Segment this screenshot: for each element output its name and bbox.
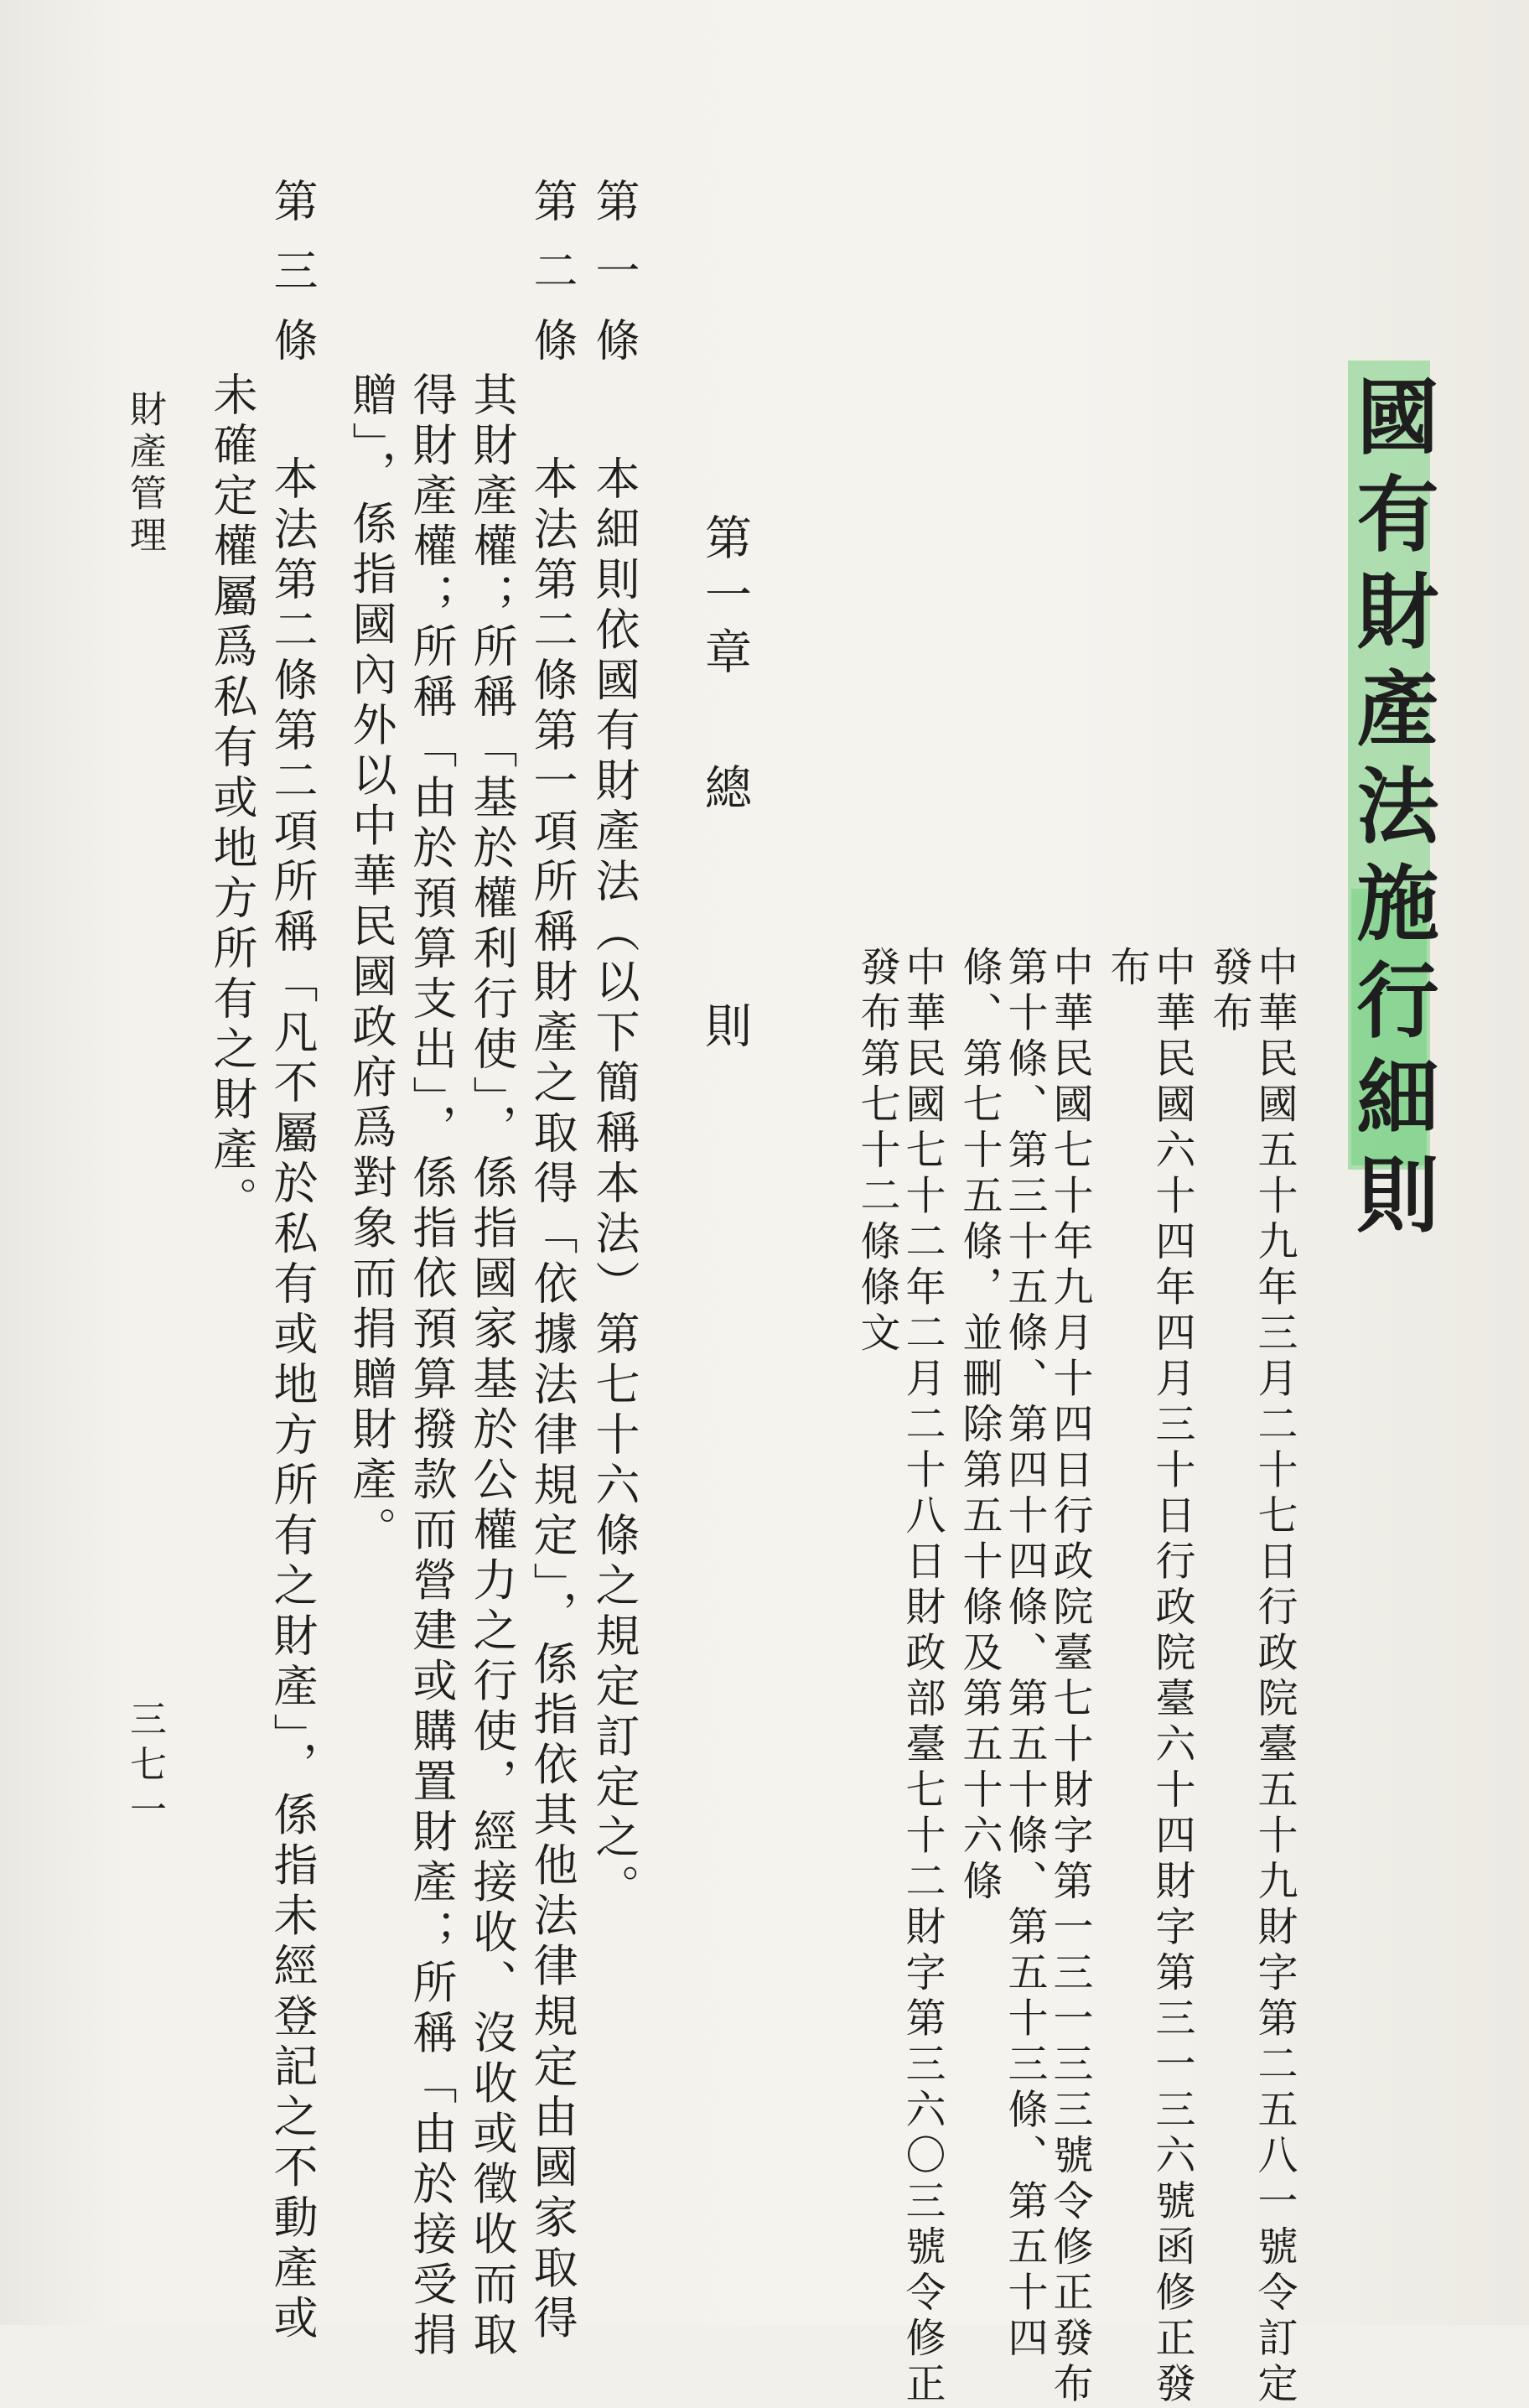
chapter-title-2: 則 xyxy=(697,1001,752,1048)
article-text: 本細則依國有財產法（以下簡稱本法）第七十六條之規定訂定之。 xyxy=(588,455,640,1914)
chapter-title: 總 xyxy=(697,763,752,810)
article-text: 贈」，係指國內外以中華民國政府爲對象而捐贈財產。 xyxy=(345,371,397,1557)
promulgation-line: 發布 xyxy=(1205,946,1252,1037)
article-label: 第三條 xyxy=(267,178,318,387)
promulgation-line: 中華民國五十九年三月二十七日行政院臺五十九財字第二五八一號令訂定 xyxy=(1251,946,1298,2408)
promulgation-line: 條、第七十五條，並刪除第五十條及第五十六條 xyxy=(956,946,1003,1906)
promulgation-line: 第十條、第三十五條、第四十四條、第五十條、第五十三條、第五十四 xyxy=(1001,946,1048,2363)
article-text: 得財產權；所稱「由於預算支出」，係指依預算撥款而營建或購置財產；所稱「由於接受捐 xyxy=(406,371,457,2362)
article-text: 其財產權；所稱「基於權利行使」，係指國家基於公權力之行使，經接收、沒收或徵收而取 xyxy=(466,371,517,2362)
page-number: 三七一 xyxy=(123,1700,166,1835)
running-footer: 財產管理 xyxy=(123,390,166,558)
article-label: 第一條 xyxy=(588,178,640,387)
promulgation-line: 發布第七十二條條文 xyxy=(853,946,900,1357)
promulgation-line: 中華民國六十四年四月三十日行政院臺六十四財字第三一三六號函修正發 xyxy=(1148,946,1195,2408)
chapter-heading: 第一章 xyxy=(697,513,752,684)
article-text: 本法第二條第一項所稱財產之取得「依據法律規定」，係指依其他法律規定由國家取得 xyxy=(526,455,578,2345)
article-text: 本法第二條第二項所稱「凡不屬於私有或地方所有之財產」，係指未經登記之不動產或 xyxy=(267,455,318,2345)
article-label: 第二條 xyxy=(526,178,578,387)
document-title: 國有財產法施行細則 xyxy=(1343,374,1439,1249)
promulgation-line: 布 xyxy=(1103,946,1150,992)
article-text: 未確定權屬爲私有或地方所有之財產。 xyxy=(206,371,257,1227)
promulgation-line: 中華民國七十年九月十四日行政院臺七十財字第一三一三三號令修正發布 xyxy=(1046,946,1093,2408)
promulgation-line: 中華民國七十二年二月二十八日財政部臺七十二財字第三六〇三號令修正 xyxy=(899,946,946,2408)
